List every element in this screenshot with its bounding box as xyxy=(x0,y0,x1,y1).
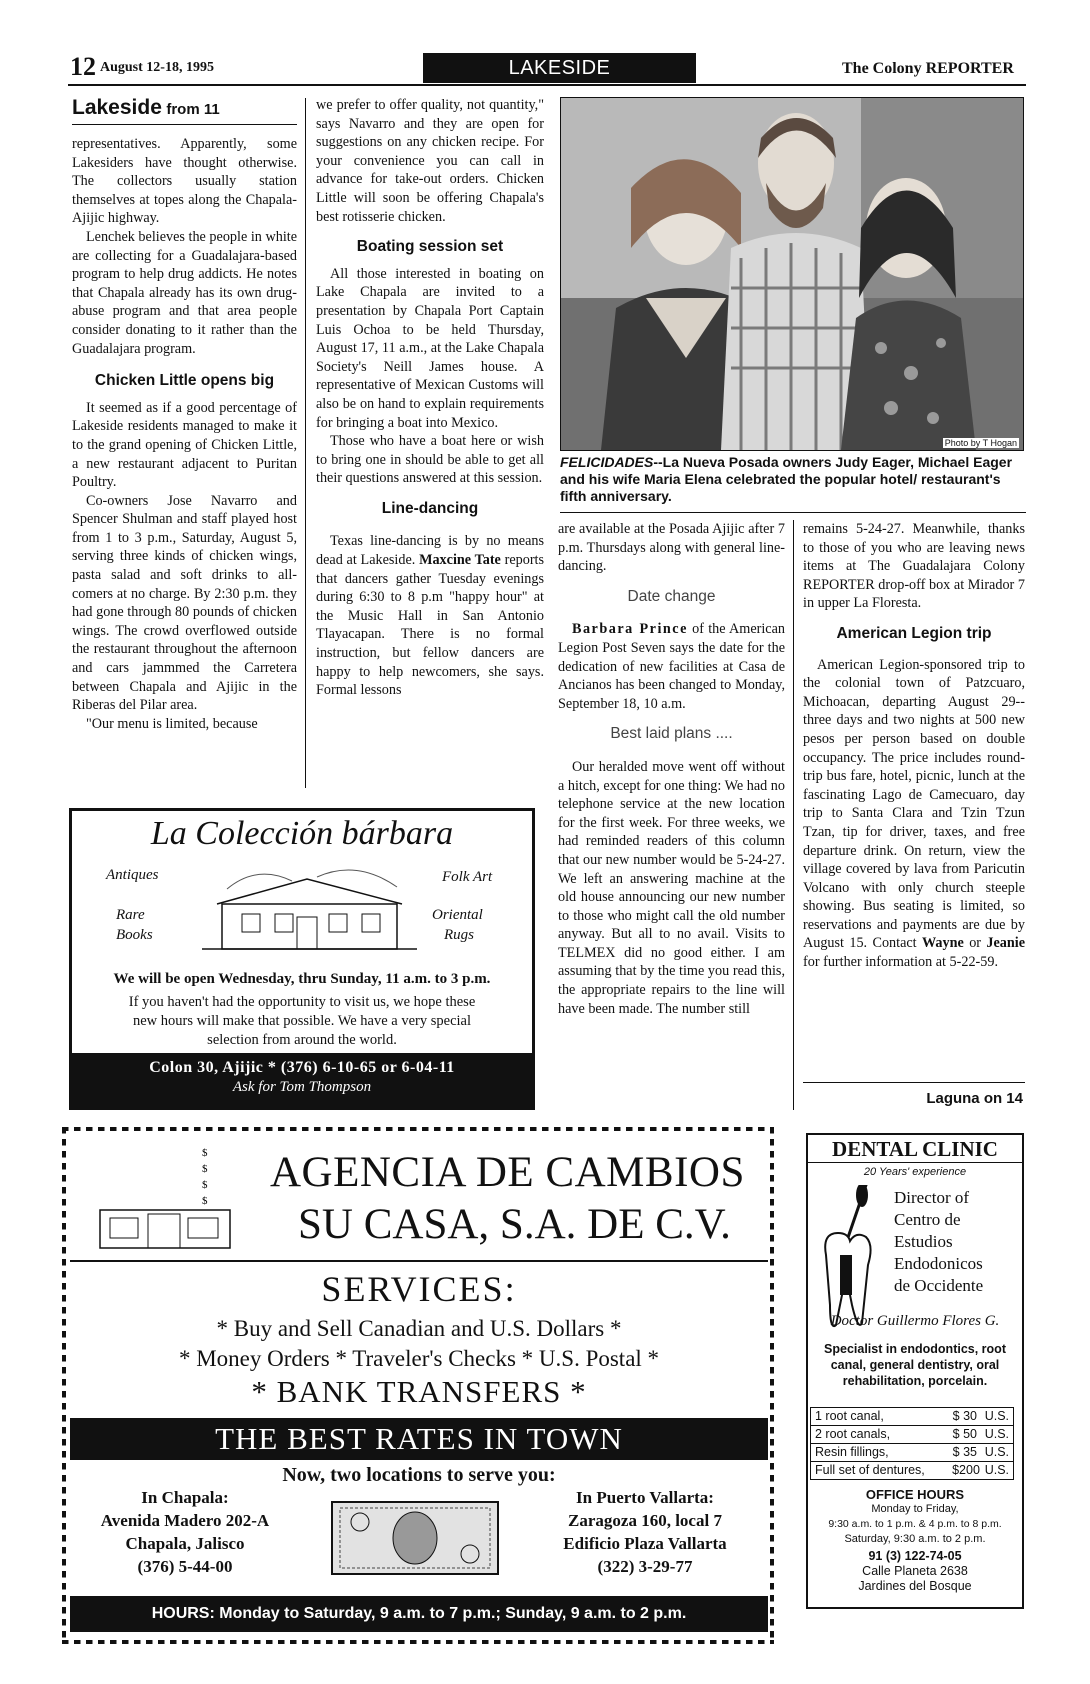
photo-caption xyxy=(560,454,1026,505)
ad-coleccion-oriental: Oriental xyxy=(432,907,483,923)
column-divider xyxy=(305,98,306,788)
legion-tail: for further information at 5-22-59. xyxy=(803,954,999,971)
dental-hours-line: 9:30 a.m. to 1 p.m. & 4 p.m. to 8 p.m. xyxy=(828,1518,1002,1530)
photo-people-illustration xyxy=(561,98,1023,450)
jump-rule xyxy=(803,1082,1025,1083)
col3-paragraph: are available at the Posada Ajijic after 7 p.m. Thursdays along with general line-dancing. xyxy=(558,521,785,575)
col2-paragraph: we prefer to offer quality, not quantity," says Navarro and they are open for suggestions on any chicken recipe. For your convenience you can call in advance for take-out orders. Chicken Little will soon be offering Chapala's best rotisserie chicken. xyxy=(316,97,544,225)
legion-body: American Legion-sponsored trip to the colonial town of Patzcuaro, Michoacan, departing August 29--three days and two nights at 500 new pesos per person based on double occupancy. The price includes round-trip bus fare, hotel, picnic, lunch at the fascinating Lago de Camecuaro, day trip to Santa Clara and Tzin Tzun Tzan, tip for driver, taxes, and free departure drink. On return, view the village covered by lava from Paricutin Volcano with only church steeple showing. Bus seating is limited, so reservations and payments are due by August 15. Contact xyxy=(803,656,1025,952)
ad-coleccion-barbara xyxy=(69,808,535,1110)
dental-role-line: Estudios xyxy=(894,1232,953,1251)
storefront-icon xyxy=(90,1144,240,1254)
column-4 xyxy=(803,520,1025,972)
subhead-chicken-little: Chicken Little opens big xyxy=(94,372,275,390)
ad-dental-clinic xyxy=(806,1133,1024,1609)
contact-name: Jeanie xyxy=(986,935,1026,952)
col3-paragraph: Our heralded move went off without a hitch, except for one thing: We had no telephone service at the new location for the first week. For three weeks, we had reminded readers of this column that our new number would be 5-24-27. We left an answering machine at the old house announcing our new number to those who might call the old number anyway. But all to no avail. Visits to TELMEX did no good either. I am assuming that by the time you read this, the appropriate repairs to the line will have been made. The number still xyxy=(558,758,785,1017)
legion-or: or xyxy=(969,935,982,952)
caption-lead: FELICIDADES xyxy=(560,454,654,470)
section-banner: LAKESIDE xyxy=(423,53,696,83)
col1-paragraph: It seemed as if a good percentage of Lakeside residents managed to make it to the grand opening of Chicken Little, a new restaurant adjacent to Puritan Poultry. xyxy=(72,399,297,491)
ad-agencia-title-2: SU CASA, S.A. DE C.V. xyxy=(298,1201,731,1248)
price-currency: U.S. xyxy=(984,1427,1009,1441)
person-name: Maxcine Tate xyxy=(419,552,501,569)
ad-agencia-vallarta-line: Zaragoza 160, local 7 xyxy=(568,1511,722,1530)
dental-role-line: Endodonicos xyxy=(894,1254,983,1273)
col2-paragraph: All those interested in boating on Lake Chapala are invited to a presentation by Chapala Port Captain Luis Ochoa to be held Thursday, August 17, 11 a.m., at the Lake Chapala Society's Neill James house. A representative of Mexican Customs will also be on hand to explain requirements for bringing a boat into Mexico. xyxy=(316,265,544,431)
price-currency: U.S. xyxy=(984,1409,1009,1423)
ad-coleccion-body: If you haven't had the opportunity to visit us, we hope these new hours will make that possible. We have a very special selection from around the world. xyxy=(128,994,476,1048)
col1-paragraph: Lenchek believes the people in white are collecting for a Guadalajara-based program to help drug addicts. He notes that Chapala already has its own drug-abuse program and that area people consider donating to it rather than the Guadalajara program. xyxy=(72,228,297,357)
jump-heading-from: from 11 xyxy=(166,101,220,118)
column-1 xyxy=(72,96,297,733)
ad-agencia-chapala-head: In Chapala: xyxy=(141,1488,229,1507)
dental-hours-line: Monday to Friday, xyxy=(871,1503,959,1515)
caption-text: --La Nueva Posada owners Judy Eager, Michael Eager and his wife Maria Elena celebrated the popular hotel/ restaurant's fifth anniversary. xyxy=(560,454,1013,504)
dental-office-hours xyxy=(808,1487,1022,1594)
dental-years: 20 Years' experience xyxy=(863,1166,967,1178)
ad-coleccion-rugs: Rugs xyxy=(444,927,474,943)
issue-date: August 12-18, 1995 xyxy=(100,60,214,75)
ad-coleccion-rare: Rare xyxy=(116,907,145,923)
dental-doctor-name: Doctor Guillermo Flores G. xyxy=(830,1313,1000,1329)
dental-office-hours-title: OFFICE HOURS xyxy=(865,1487,965,1502)
col2-paragraph: Those who have a boat here or wish to bring one in should be able to get all their questions answered at this session. xyxy=(316,433,544,487)
ad-agencia-bank-transfers: * BANK TRANSFERS * xyxy=(251,1374,587,1409)
svg-text:$: $ xyxy=(202,1163,208,1175)
ad-agencia-vallarta-phone: (322) 3-29-77 xyxy=(597,1557,693,1576)
ad-agencia-chapala-line: Chapala, Jalisco xyxy=(125,1534,245,1553)
subhead-best-laid-plans: Best laid plans .... xyxy=(610,725,733,743)
dental-title: DENTAL CLINIC xyxy=(832,1137,998,1161)
person-name: Barbara Prince xyxy=(572,621,688,638)
dental-role-line: Centro de xyxy=(894,1210,961,1229)
banknote-icon xyxy=(330,1500,500,1576)
price-currency: U.S. xyxy=(984,1463,1009,1477)
dental-price-table xyxy=(810,1407,1014,1480)
col4-paragraph: remains 5-24-27. Meanwhile, thanks to those of you who are leaving news items at The Guadalajara Colony REPORTER drop-off box at Mirador 7 in upper La Floresta. xyxy=(803,521,1025,612)
dental-director xyxy=(894,1187,1020,1297)
dental-phone: 91 (3) 122-74-05 xyxy=(868,1549,962,1563)
ad-agencia-rule xyxy=(70,1260,768,1262)
dental-role-line: Director of xyxy=(894,1188,970,1207)
ad-coleccion-contact: Ask for Tom Thompson xyxy=(232,1079,372,1095)
ad-agencia-hours: HOURS: Monday to Saturday, 9 a.m. to 7 p.m.; Sunday, 9 a.m. to 2 p.m. xyxy=(70,1596,768,1632)
ad-coleccion-hours: We will be open Wednesday, thru Sunday, 11 a.m. to 3 p.m. xyxy=(113,971,491,987)
ad-coleccion-folk-art: Folk Art xyxy=(442,869,493,885)
column-2 xyxy=(316,96,544,700)
ad-coleccion-title: La Colección bárbara xyxy=(150,815,454,852)
ad-coleccion-antiques: Antiques xyxy=(106,867,159,883)
ad-coleccion-address: Colon 30, Ajijic * (376) 6-10-65 or 6-04-11 xyxy=(149,1059,455,1076)
ad-agencia-border-top xyxy=(62,1127,774,1131)
caption-rule xyxy=(560,512,1026,513)
ad-agencia-border-right xyxy=(770,1127,774,1644)
price-row xyxy=(811,1426,1013,1444)
ad-agencia-chapala xyxy=(70,1486,300,1578)
subhead-boating: Boating session set xyxy=(356,238,504,256)
ad-agencia-title-1: AGENCIA DE CAMBIOS xyxy=(270,1149,745,1196)
dental-address: Calle Planeta 2638 xyxy=(862,1564,968,1578)
price-amount: $ 30 xyxy=(952,1409,977,1423)
ad-agencia-best-rates: THE BEST RATES IN TOWN xyxy=(70,1418,768,1460)
price-item: 2 root canals, xyxy=(815,1427,891,1441)
price-amount: $ 50 xyxy=(952,1427,977,1441)
ad-agencia-vallarta-line: Edificio Plaza Vallarta xyxy=(563,1534,727,1553)
page-number: 12 xyxy=(70,52,96,81)
jump-heading xyxy=(72,96,297,120)
column-divider xyxy=(793,520,794,1110)
price-amount: $200 xyxy=(952,1463,980,1477)
col1-paragraph: "Our menu is limited, because xyxy=(86,715,258,732)
masthead: The Colony REPORTER xyxy=(842,60,1014,77)
dental-title-rule xyxy=(808,1162,1022,1163)
jump-heading-main: Lakeside xyxy=(72,96,162,119)
col4-paragraph xyxy=(803,656,1025,972)
ad-agencia-service-line: * Buy and Sell Canadian and U.S. Dollars * xyxy=(216,1316,622,1341)
jump-heading-rule xyxy=(72,124,297,125)
dental-role-line: de Occidente xyxy=(894,1276,984,1295)
price-item: Full set of dentures, xyxy=(815,1463,925,1477)
column-3 xyxy=(558,520,785,1018)
ad-agencia-chapala-phone: (376) 5-44-00 xyxy=(137,1557,233,1576)
subhead-american-legion: American Legion trip xyxy=(836,624,992,642)
house-drawing xyxy=(197,859,422,959)
ad-coleccion-footer xyxy=(72,1053,532,1107)
svg-text:$: $ xyxy=(202,1147,208,1159)
col3-paragraph xyxy=(558,620,785,713)
svg-text:$: $ xyxy=(202,1195,208,1207)
col1-paragraph: representatives. Apparently, some Lakesiders have thought otherwise. The collectors usually station themselves at topes along the Chapala-Ajijic highway. xyxy=(72,136,297,227)
price-currency: U.S. xyxy=(984,1445,1009,1459)
ad-coleccion-books: Books xyxy=(116,927,153,943)
ad-agencia-border-left xyxy=(62,1127,66,1644)
dental-specialist: Specialist in endodontics, root canal, general dentistry, oral rehabilitation, porcelain. xyxy=(824,1342,1006,1388)
dental-address: Jardines del Bosque xyxy=(858,1579,972,1593)
ad-agencia-vallarta xyxy=(530,1486,760,1578)
ad-agencia-de-cambios xyxy=(70,1134,768,1638)
svg-text:$: $ xyxy=(202,1179,208,1191)
ad-agencia-vallarta-head: In Puerto Vallarta: xyxy=(576,1488,714,1507)
line-dancing-body: reports that dancers gather Tuesday evenings during 6:30 to 8 p.m "happy hour" at the Music Hall in San Antonio Tlayacapan. There is no formal instruction, but fellow dancers are happy to help newcomers, she says. Formal lessons xyxy=(316,552,545,699)
price-row xyxy=(811,1444,1013,1462)
jump-laguna: Laguna on 14 xyxy=(926,1090,1023,1107)
ad-agencia-service-line: * Money Orders * Traveler's Checks * U.S. Postal * xyxy=(178,1346,660,1371)
price-item: Resin fillings, xyxy=(815,1445,889,1459)
contact-name: Wayne xyxy=(922,935,964,952)
dental-hours-line: Saturday, 9:30 a.m. to 2 p.m. xyxy=(844,1533,986,1545)
price-amount: $ 35 xyxy=(952,1445,977,1459)
ad-agencia-locations: Now, two locations to serve you: xyxy=(282,1464,556,1486)
ad-agencia-chapala-line: Avenida Madero 202-A xyxy=(100,1511,270,1530)
subhead-line-dancing: Line-dancing xyxy=(381,499,479,517)
col1-paragraph: Co-owners Jose Navarro and Spencer Shulman and staff played host from 1 to 3 p.m., Saturday, August 5, serving three kinds of chicken wings, pasta salad and soft drinks to all-comers at no charge. By 2:30 p.m. they had gone through 80 pounds of chicken wings. The crowd overflowed outside the restaurant throughout the afternoon and cars jammmed the Carretera between Chapala and Ajijic in the Riberas del Pilar area. xyxy=(72,492,297,714)
photo-credit: Photo by T Hogan xyxy=(944,438,1017,448)
ad-agencia-services: SERVICES: xyxy=(321,1269,517,1309)
price-row xyxy=(811,1462,1013,1480)
news-photo xyxy=(560,97,1024,451)
header-rule xyxy=(68,84,1026,86)
price-row xyxy=(811,1408,1013,1426)
ad-agencia-border-bottom xyxy=(62,1640,774,1644)
date-change-body: of the American Legion Post Seven says the date for the dedication of new facilities at Casa de Ancianos has been changed to Monday, September 18, 10 a.m. xyxy=(558,621,785,712)
col2-paragraph xyxy=(316,532,544,699)
line-dancing-intro: Texas line-dancing is by no means dead at Lakeside. xyxy=(316,533,544,569)
price-item: 1 root canal, xyxy=(815,1409,884,1423)
subhead-date-change: Date change xyxy=(627,587,716,605)
